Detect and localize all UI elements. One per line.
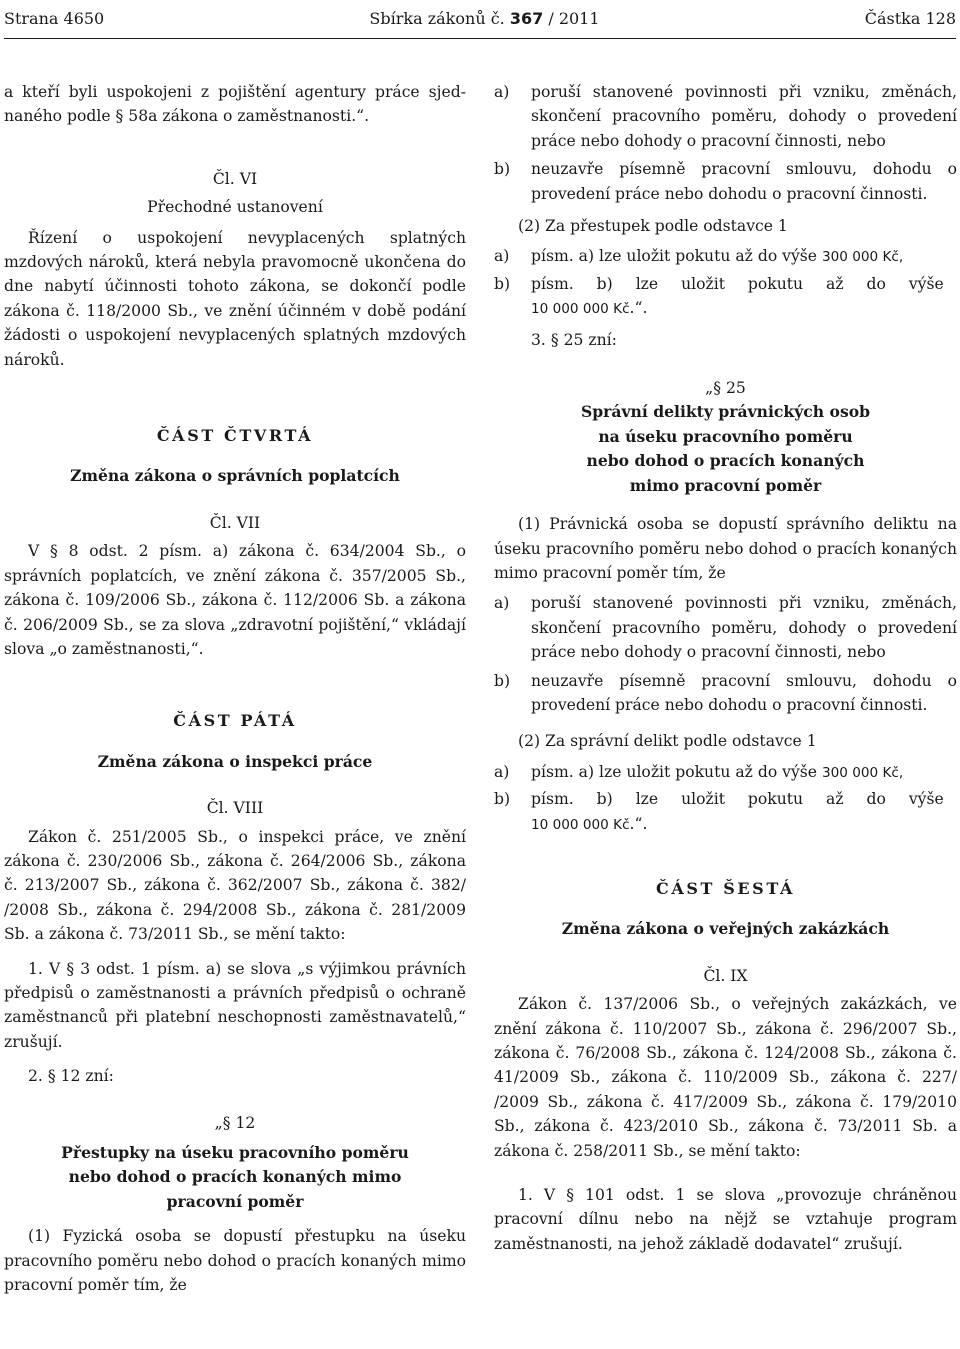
list-item: b) písm. b) lze uložit pokutu až do výše 10 000 000 Kč.“. [494, 790, 944, 833]
section-12-heading: „§ 12 [214, 1113, 256, 1132]
left-column [4, 80, 466, 1297]
article-7-text: V § 8 odst. 2 písm. a) zákona č. 634/2004 Sb., o správních poplatcích, ve znění zákona č. 357/2005 Sb., zákona č. 109/2006 Sb., zákona č. 112/2006 Sb. a zákona č. 206/2009 Sb., se za slova „zdravotní pojištění,“ vkládají slova „o zaměstnanosti,“. [4, 542, 466, 658]
header-divider [4, 38, 956, 39]
section-25-title-line-1: Správní delikty právnických osob [580, 402, 871, 422]
list-item: a) písm. a) lze uložit pokutu až do výše 300 000 Kč, [494, 247, 904, 266]
section-25-title-line-4: mimo pracovní poměr [629, 475, 822, 495]
section-12-title-line-2: nebo dohod o pracích konaných mimo [68, 1167, 402, 1187]
section-25-paragraph-1: (1) Právnická osoba se dopustí správního deliktu na úseku pracovního poměru nebo dohod o pracích konaných mimo pracovní poměr tím, že [494, 515, 957, 582]
article-9-text: Zákon č. 137/2006 Sb., o veřejných zakázkách, ve znění zákona č. 110/2007 Sb., zákona č. 296/2007 Sb., zákona č. 76/2008 Sb., zákona č. 124/2008 Sb., zákona č. 41/2009 Sb., zákona č. 110/2009 Sb., zákona č. 227/ /2009 Sb., zákona č. 417/2009 Sb., zákona č. 179/2010 Sb., zákona č. 423/2010 Sb., zákona č. 73/2011 Sb. a zákona č. 258/2011 Sb., se mění takto: [494, 995, 957, 1160]
section-25-title-line-2: na úseku pracovního poměru [598, 426, 853, 446]
intro-line-1: a kteří byli uspokojeni z pojištění agentury práce sjed- [4, 83, 466, 101]
paragraph-2: (2) Za přestupek podle odstavce 1 [518, 217, 788, 236]
list-item: a) písm. a) lze uložit pokutu až do výše 300 000 Kč, [494, 762, 904, 781]
part-4-heading: ČÁST ČTVRTÁ [156, 426, 314, 446]
part-5-heading: ČÁST PÁTÁ [173, 711, 297, 731]
point-3: 3. § 25 zní: [531, 330, 617, 349]
article-6-text: Řízení o uspokojení nevyplacených splatných mzdových nároků, která nebyla pravomocně ukončena do dne nabytí účinnosti tohoto zákona, se dokončí podle zákona č. 118/2000 Sb., ve znění účinném v době podání žádosti o uspokojení nevyplacených splatných mzdových nároků. [4, 228, 466, 369]
fine-amount: 10 000 000 Kč [531, 301, 630, 318]
article-6-title: Přechodné ustanovení [147, 198, 323, 217]
list-item: a) poruší stanovené povinnosti při vzniku, změnách, skončení pracovního poměru, dohody o provedení práce nebo dohody o pracovní činnosti, nebo [494, 594, 957, 662]
article-7-heading: Čl. VII [209, 513, 261, 532]
article-6-heading: Čl. VI [212, 169, 258, 188]
article-8-heading: Čl. VIII [206, 799, 264, 818]
part-6-title: Změna zákona o veřejných zakázkách [561, 919, 890, 939]
section-25-heading: „§ 25 [705, 379, 746, 398]
section-25-title-line-3: nebo dohod o pracích konaných [586, 451, 865, 471]
section-12-paragraph-1: (1) Fyzická osoba se dopustí přestupku na úseku pracovního poměru nebo dohod o pracích konaných mimo pracovní poměr tím, že [4, 1227, 466, 1295]
page-header [4, 6, 956, 32]
intro-line-2: naného podle § 58a zákona o zaměstnanosti.“. [4, 107, 370, 126]
page-number: Strana 4650 [4, 8, 105, 28]
point-2: 2. § 12 zní: [28, 1067, 114, 1086]
section-12-title-line-3: pracovní poměr [166, 1191, 304, 1211]
paragraph-2: (2) Za správní delikt podle odstavce 1 [518, 732, 817, 751]
point-1: 1. V § 3 odst. 1 písm. a) se slova „s výjimkou právních předpisů o zaměstnanosti a právních předpisů o ochraně zaměstnanců při platební neschopnosti zaměstnavatelů,“ zrušují. [4, 959, 466, 1051]
article-9-heading: Čl. IX [703, 966, 748, 985]
fine-amount: 300 000 Kč, [821, 249, 904, 266]
fine-amount: 10 000 000 Kč [531, 816, 630, 833]
list-item: b) neuzavře písemně pracovní smlouvu, dohodu o provedení práce nebo dohodu o pracovní činnosti. [494, 671, 957, 714]
article-8-text: Zákon č. 251/2005 Sb., o inspekci práce, ve znění zákona č. 230/2006 Sb., zákona č. 264/2006 Sb., zákona č. 213/2007 Sb., zákona č. 362/2007 Sb., zákona č. 382/ /2008 Sb., zákona č. 294/2008 Sb., zákona č. 281/2009 Sb. a zákona č. 73/2011 Sb., se mění takto: [4, 827, 466, 944]
right-column [494, 80, 957, 1256]
list-item: b) písm. b) lze uložit pokutu až do výše 10 000 000 Kč.“. [494, 274, 944, 318]
section-12-title-line-1: Přestupky na úseku pracovního poměru [61, 1143, 409, 1162]
part-5-title: Změna zákona o inspekci práce [97, 751, 373, 771]
fine-amount: 300 000 Kč, [821, 764, 904, 781]
law-number: 367 [509, 8, 544, 28]
part-6-heading: ČÁST ŠESTÁ [656, 878, 795, 898]
list-item: a) poruší stanovené povinnosti při vzniku, změnách, skončení pracovního poměru, dohody o provedení práce nebo dohody o pracovní činnosti, nebo [494, 83, 957, 150]
list-item: b) neuzavře písemně pracovní smlouvu, dohodu o provedení práce nebo dohodu o pracovní činnosti. [494, 160, 957, 203]
issue-number: Částka 128 [864, 8, 956, 28]
point-1: 1. V § 101 odst. 1 se slova „provozuje chráněnou pracovní dílnu nebo na nějž se vztahuje program zaměstnanosti, na jehož základě dodavatel“ zrušují. [494, 1186, 957, 1253]
part-4-title: Změna zákona o správních poplatcích [70, 466, 400, 486]
collection-title: Sbírka zákonů č. 367 / 2011 [369, 8, 600, 28]
